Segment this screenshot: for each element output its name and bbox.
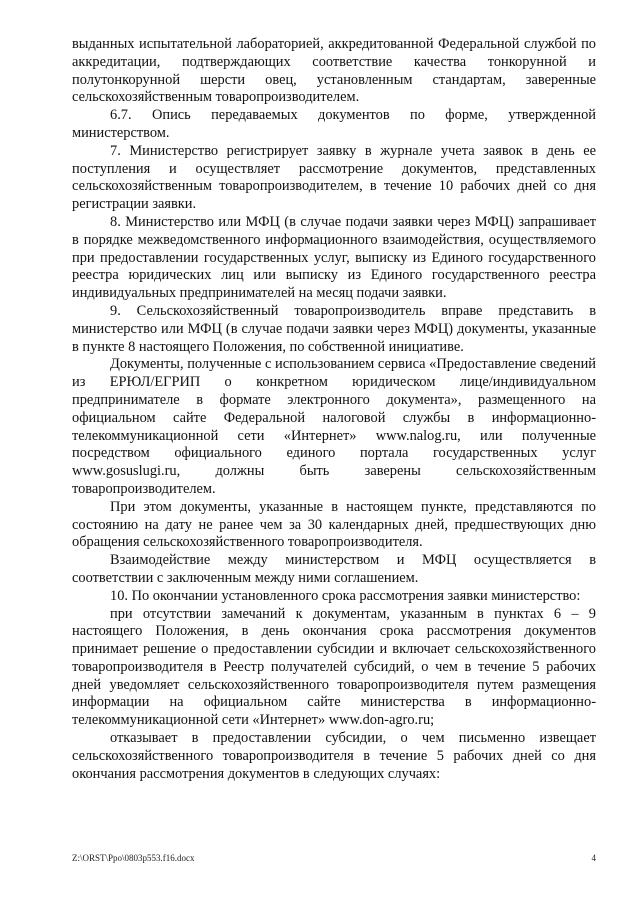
paragraph-date-requirement: При этом документы, указанные в настоящем пункте, представляются по состоянию на дату не ранее чем за 30 календарных дней, предшествующих дню обращения сельскохозяйственного товаропроизводителя. xyxy=(72,498,596,551)
paragraph-documents: Документы, полученные с использованием сервиса «Предоставление сведений из ЕРЮЛ/ЕГРИП о конкретном юридическом лице/индивидуальном предпринимателе в формате электронного документа», размещенного на официальном сайте Федеральной налоговой службы в информационно-телекоммуникационной сети «Интернет» www.nalog.ru, или полученные посредством официального единого портала государственных услуг www.gosuslugi.ru, должны быть заверены сельскохозяйственным товаропроизводителем. xyxy=(72,356,596,497)
paragraph-10-approve: при отсутствии замечаний к документам, указанным в пунктах 6 – 9 настоящего Положения, в день окончания срока рассмотрения документов принимает решение о предоставлении субсидии и включает сельскохозяйственного товаропроизводителя в Реестр получателей субсидий, о чем в течение 5 рабочих дней уведомляет сельскохозяйственного товаропроизводителя путем размещения информации на официальном сайте министерства в информационно-телекоммуникационной сети «Интернет» www.don-agro.ru; xyxy=(72,605,596,729)
paragraph-1: выданных испытательной лабораторией, аккредитованной Федеральной службой по аккредитации, подтверждающих соответствие качества тонкорунной и полутонкорунной шерсти овец, установленным стандартам, заверенные сельскохозяйственным товаропроизводителем. xyxy=(72,36,596,106)
paragraph-9: 9. Сельскохозяйственный товаропроизводитель вправе представить в министерство или МФЦ (в случае подачи заявки через МФЦ) документы, указанные в пункте 8 настоящего Положения, по собственной инициативе. xyxy=(72,302,596,355)
file-path: Z:\ORST\Ppo\0803p553.f16.docx xyxy=(72,853,195,863)
paragraph-10: 10. По окончании установленного срока рассмотрения заявки министерство: xyxy=(110,587,581,604)
document-page xyxy=(72,36,596,783)
page-number: 4 xyxy=(591,853,596,863)
paragraph-10-refuse: отказывает в предоставлении субсидии, о чем письменно извещает сельскохозяйственного товаропроизводителя в течение 5 рабочих дней со дня окончания рассмотрения документов в следующих случаях: xyxy=(72,730,596,782)
paragraph-7: 7. Министерство регистрирует заявку в журнале учета заявок в день ее поступления и осуществляет рассмотрение документов, представленных сельскохозяйственным товаропроизводителем, в течение 10 рабочих дней со дня регистрации заявки. xyxy=(72,142,596,213)
paragraph-interaction: Взаимодействие между министерством и МФЦ осуществляется в соответствии с заключенным между ними соглашением. xyxy=(72,552,596,586)
paragraph-6-7: 6.7. Опись передаваемых документов по форме, утвержденной министерством. xyxy=(72,107,596,141)
paragraph-8: 8. Министерство или МФЦ (в случае подачи заявки через МФЦ) запрашивает в порядке межведомственного информационного взаимодействия, осуществляемого при предоставлении государственных услуг, выписку из Единого государственного реестра юридических лиц или выписку из Единого государственного реестра индивидуальных предпринимателей на месяц подачи заявки. xyxy=(72,213,596,302)
